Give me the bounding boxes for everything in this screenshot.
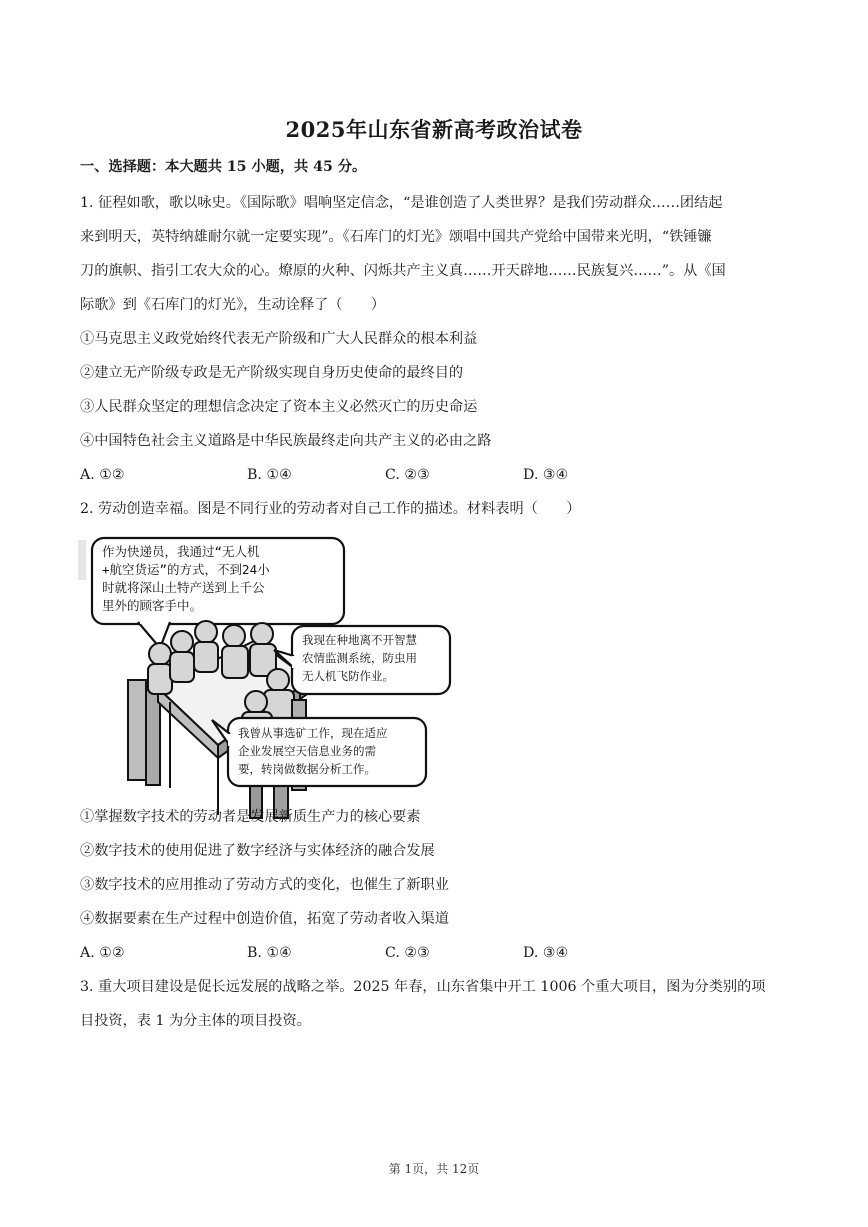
- q1-stem-line: 1. 征程如歌，歌以咏史。《国际歌》唱响坚定信念，“是谁创造了人类世界？是我们劳动群众……团结起: [80, 195, 723, 211]
- bubble-courier-line: 时就将深山土特产送到上千公: [102, 580, 265, 595]
- q2-option-c[interactable]: C. ②③: [385, 945, 430, 961]
- q1-option-b[interactable]: B. ①④: [247, 467, 292, 483]
- q2-item: ①掌握数字技术的劳动者是发展新质生产力的核心要素: [80, 809, 421, 825]
- q1-stem-line: 来到明天，英特纳雄耐尔就一定要实现”。《石库门的灯光》颂唱中国共产党给中国带来光明，“铁锤镰: [80, 229, 712, 245]
- q1-stem-line: 际歌》到《石库门的灯光》，生动诠释了（ ）: [80, 297, 386, 313]
- q1-option-d[interactable]: D. ③④: [523, 467, 569, 483]
- q1-item: ②建立无产阶级专政是无产阶级实现自身历史使命的最终目的: [80, 365, 464, 381]
- bubble-farmer-line: 我现在种地离不开智慧: [302, 633, 417, 647]
- speech-bubble-miner: [212, 718, 426, 786]
- q1-option-a[interactable]: A. ①②: [80, 467, 125, 483]
- bubble-courier-line: +航空货运”的方式，不到24小: [102, 562, 270, 577]
- q1-option-c[interactable]: C. ②③: [385, 467, 430, 483]
- bubble-courier-line: 里外的顾客手中。: [102, 598, 203, 613]
- q1-item: ④中国特色社会主义道路是中华民族最终走向共产主义的必由之路: [80, 433, 492, 449]
- q3-stem-line: 目投资，表 1 为分主体的项目投资。: [80, 1013, 311, 1029]
- page-footer: 第 1页，共 12页: [388, 1162, 480, 1176]
- bubble-miner-line: 企业发展空天信息业务的需: [238, 744, 376, 758]
- speech-bubble-farmer: [274, 626, 450, 694]
- q1-item: ③人民群众坚定的理想信念决定了资本主义必然灭亡的历史命运: [80, 399, 478, 415]
- q2-option-d[interactable]: D. ③④: [523, 945, 569, 961]
- q2-option-b[interactable]: B. ①④: [247, 945, 292, 961]
- q2-item: ③数字技术的应用推动了劳动方式的变化，也催生了新职业: [80, 877, 449, 893]
- q1-stem-line: 刀的旗帜、指引工农大众的心。燎原的火种、闪烁共产主义真……开天辟地……民族复兴……”。从《国: [80, 263, 726, 279]
- q1-item: ①马克思主义政党始终代表无产阶级和广大人民群众的根本利益: [80, 331, 478, 347]
- q2-option-a[interactable]: A. ①②: [80, 945, 125, 961]
- section-header: 一、选择题：本大题共 15 小题，共 45 分。: [80, 159, 367, 175]
- q2-item: ④数据要素在生产过程中创造价值，拓宽了劳动者收入渠道: [80, 911, 449, 927]
- page-title: 2025年山东省新高考政治试卷: [285, 117, 583, 142]
- workers-meeting-illustration: [78, 530, 468, 820]
- q3-stem-line: 3. 重大项目建设是促长远发展的战略之举。2025 年春，山东省集中开工 1006 个重大项目，图为分类别的项: [80, 979, 766, 995]
- q2-stem: 2. 劳动创造幸福。图是不同行业的劳动者对自己工作的描述。材料表明（ ）: [80, 501, 581, 517]
- bubble-farmer-line: 农情监测系统，防虫用: [302, 651, 417, 665]
- bubble-farmer-line: 无人机飞防作业。: [302, 669, 394, 683]
- bubble-miner-line: 我曾从事选矿工作，现在适应: [238, 726, 388, 740]
- q2-illustration: [78, 530, 468, 820]
- bubble-miner-line: 要，转岗做数据分析工作。: [238, 762, 376, 776]
- bubble-courier-line: 作为快递员，我通过“无人机: [102, 544, 260, 559]
- q2-item: ②数字技术的使用促进了数字经济与实体经济的融合发展: [80, 843, 435, 859]
